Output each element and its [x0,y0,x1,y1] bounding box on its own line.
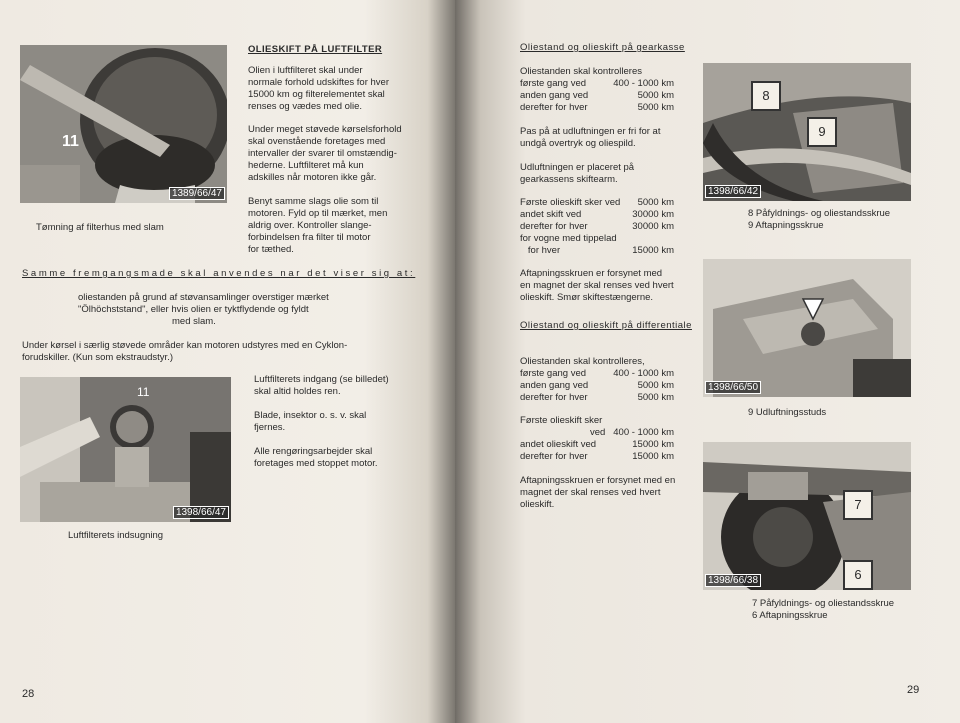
diff-row-label: anden gang ved [520,380,589,391]
cleaning-text-line: foretages med stoppet motor. [254,458,378,469]
diff-intro: Oliestanden skal kontrolleres, [520,356,645,367]
photo2-tag: 1398/66/47 [173,506,229,519]
gear-row-label: anden gang ved [520,90,589,101]
callout-6: 6 [843,560,873,590]
diff-change-label: andet olieskift ved [520,439,597,450]
gear-note2-line: gearkassens skiftearm. [520,174,618,185]
filter-inlet-illustration [20,377,231,522]
para3-line: forbindelsen fra filter til motor [248,232,371,243]
para3-line: Benyt samme slags olie som til [248,196,379,207]
procedure-text-line: "Ölhöchststand", eller hvis olien er tyktflydende og fyldt [78,304,309,315]
blades-text-line: fjernes. [254,422,286,433]
para1-line: renses og vædes med olie. [248,101,363,112]
para1-line: Olien i luftfilteret skal under [248,65,363,76]
drain-text-line: Aftapningsskruen er forsynet med [520,268,663,279]
diff-row-value: 400 - 1000 km [613,368,674,379]
diff-drain-line: Aftapningsskruen er forsynet med en [520,475,676,486]
para2-line: adskilles når motoren ikke går. [248,172,377,183]
filter-housing-photo [20,45,227,203]
diff-change-value: 15000 km [632,439,674,450]
filter-inlet-photo [20,377,231,522]
photo1-caption: Tømning af filterhus med slam [36,222,164,233]
section-heading-differential: Oliestand og olieskift på differentiale [520,320,692,331]
gear-row-value: 5000 km [637,90,674,101]
photo2-number: 11 [137,385,150,399]
para1-line: 15000 km og filterelementet skal [248,89,385,100]
procedure-line: Samme fremgangsmade skal anvendes nar det viser sig at: [22,268,416,279]
section-heading-gearbox: Oliestand og olieskift på gearkasse [520,42,685,53]
right-page [455,0,960,723]
para3-line: for tæthed. [248,244,294,255]
para3-line: aldrig over. Kontroller slange- [248,220,372,231]
photo1-tag: 1389/66/47 [169,187,225,200]
photo2-caption: Luftfilterets indsugning [68,530,164,541]
dusty-text-line: forudskiller. (Kun som ekstraudstyr.) [22,352,173,363]
diff-row-label: derefter for hver [520,392,588,403]
diff-first: Første olieskift sker [520,415,603,426]
photo-b-tag: 1398/66/50 [705,381,761,394]
change-row-value: 30000 km [632,209,674,220]
procedure-text-line: med slam. [172,316,216,327]
callout-9: 9 [807,117,837,147]
differential-illustration [703,442,911,590]
gear-note1-line: Pas på at udluftningen er fri for at [520,126,661,137]
para3-line: motoren. Fyld op til mærket, men [248,208,388,219]
change-row-label: for vogne med tippelad [520,233,617,244]
diff-change-value: 15000 km [632,451,674,462]
para2-line: skal ovenstående foretages med [248,136,386,147]
procedure-text-line: oliestanden på grund af støvansamlinger overstiger mærket [78,292,329,303]
photo1-number: 11 [62,133,79,150]
drain-text-line: olieskift. Smør skiftestængerne. [520,292,654,303]
page-number-right: 29 [907,684,920,696]
para2-line: hederne. Luftfilteret må kun [248,160,364,171]
dusty-text-line: Under kørsel i særlig støvede områder kan motoren udstyres med en Cyklon- [22,340,348,351]
page-number-left: 28 [22,688,35,700]
callout-7: 7 [843,490,873,520]
photo-c-tag: 1398/66/38 [705,574,761,587]
callout-8: 8 [751,81,781,111]
gearbox-photo [703,63,911,201]
change-row-label: Første olieskift sker ved [520,197,621,208]
gear-row-value: 5000 km [637,102,674,113]
change-row-value: 15000 km [632,245,674,256]
filter-housing-illustration [20,45,227,203]
change-row-label: andet skift ved [520,209,582,220]
inlet-text-line: skal altid holdes ren. [254,386,341,397]
diff-row-value: 5000 km [637,392,674,403]
left-page [0,0,455,723]
vent-illustration [703,259,911,397]
differential-photo [703,442,911,590]
change-row-value: 5000 km [637,197,674,208]
photo-a-caption-line: 8 Påfyldnings- og oliestandsskrue [748,208,891,219]
gear-note2-line: Udluftningen er placeret på [520,162,635,173]
drain-text-line: en magnet der skal renses ved hvert [520,280,674,291]
inlet-text-line: Luftfilterets indgang (se billedet) [254,374,389,385]
diff-row-value: 5000 km [637,380,674,391]
diff-drain-line: magnet der skal renses ved hvert [520,487,661,498]
change-row-label: for hver [520,245,561,256]
diff-change-value: 400 - 1000 km [613,427,674,438]
photo-a-caption-line: 9 Aftapningsskrue [748,220,824,231]
cleaning-text-line: Alle rengøringsarbejder skal [254,446,373,457]
diff-change-label: ved [590,427,606,438]
gear-row-label: første gang ved [520,78,587,89]
gear-row-label: derefter for hver [520,102,588,113]
photo-a-tag: 1398/66/42 [705,185,761,198]
para1-line: normale forhold udskiftes for hver [248,77,389,88]
para2-line: intervaller der svarer til omstændig- [248,148,397,159]
change-row-value: 30000 km [632,221,674,232]
gear-row-value: 400 - 1000 km [613,78,674,89]
diff-drain-line: olieskift. [520,499,555,510]
photo-c-caption-line: 6 Aftapningsskrue [752,610,828,621]
section-heading-air-filter: OLIESKIFT PÅ LUFTFILTER [248,44,383,55]
gear-note1-line: undgå overtryk og oliespild. [520,138,636,149]
vent-photo [703,259,911,397]
diff-row-label: første gang ved [520,368,587,379]
photo-b-caption: 9 Udluftningsstuds [748,407,827,418]
diff-change-label: derefter for hver [520,451,588,462]
change-row-label: derefter for hver [520,221,588,232]
gear-intro: Oliestanden skal kontrolleres [520,66,642,77]
photo-c-caption-line: 7 Påfyldnings- og oliestandsskrue [752,598,895,609]
blades-text-line: Blade, insektor o. s. v. skal [254,410,367,421]
para2-line: Under meget støvede kørselsforhold [248,124,402,135]
